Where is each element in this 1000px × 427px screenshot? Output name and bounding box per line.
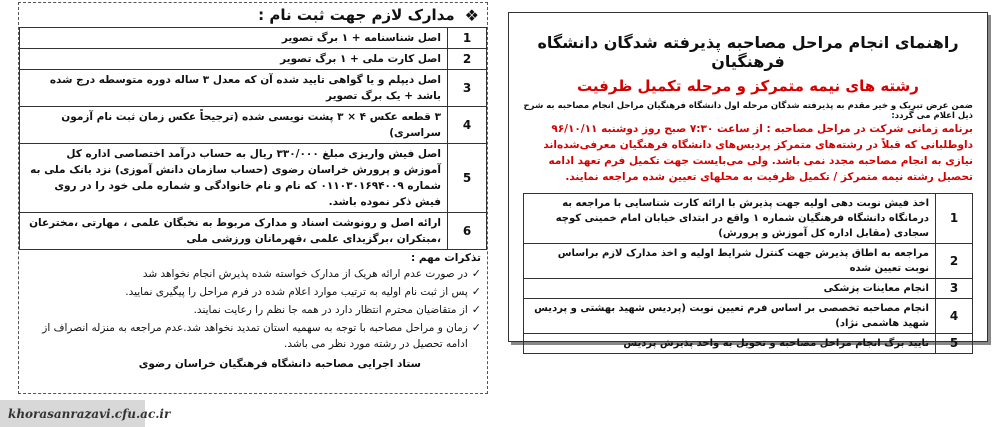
table-row [20,107,487,144]
row-number: 4 [448,107,487,144]
checkmark-icon: ✓ [471,285,481,298]
note-text: در صورت عدم ارائه هریک از مدارک خواسته شده پذیرش انجام نخواهد شد [142,268,468,280]
row-number: 2 [448,49,487,70]
row-number: 6 [448,213,487,250]
interview-guide-panel [508,12,988,350]
guide-intro: ضمن عرض تبریک و خیر مقدم به پذیرفته شدگان مرحله اول دانشگاه فرهنگیان مراحل انجام مصاحبه به شرح ذیل اعلام می گردد: [523,101,973,121]
row-number: 3 [448,70,487,107]
row-text: اصل شناسنامه + ۱ برگ تصویر [20,28,448,49]
guide-subtitle: رشته های نیمه متمرکز و مرحله تکمیل ظرفیت [577,77,919,95]
step-text: انجام معاینات پزشکی [524,279,936,299]
step-text: انجام مصاحبه تخصصی بر اساس فرم تعیین نوبت (پردیس شهید بهشتی و پردیس شهید هاشمی نژاد) [524,299,936,334]
row-number: 5 [448,144,487,213]
row-text: اصل کارت ملی + ۱ برگ تصویر [20,49,448,70]
table-row [524,194,973,244]
table-row [524,334,973,354]
guide-note: داوطلبانی که قبلاً در رشته‌های متمرکز پردیس‌های دانشگاه فرهنگیان معرفی‌شده‌اند نیازی به انجام مصاحبه مجدد نمی باشد. ولی می‌بایست جهت تکمیل فرم تعهد ادامه تحصیل رشته نیمه متمرکز / تکمیل ظرفیت به محلهای تعیین شده مراجعه نمایند. [543,139,973,183]
watermark-text: khorasanrazavi.cfu.ac.ir [8,406,171,421]
checkmark-icon: ✓ [471,321,481,334]
step-number: 1 [936,194,973,244]
step-text: اخذ فیش نوبت دهی اولیه جهت پذیرش با ارائه کارت شناسایی با مراجعه به درمانگاه دانشگاه فرهنگیان شماره ۱ واقع در ابتدای خیابان امام خمینی کوچه سجادی (مقابل اداره کل آموزش و پرورش) [524,194,936,244]
diamond-icon: ❖ [464,5,479,25]
row-text: ارائه اصل و رونوشت اسناد و مدارک مربوط به نخبگان علمی ، مهارتی ،مخترعان ،مبتکران ،برگزیدای علمی ،قهرمانان ورزشی ملی [20,213,448,250]
guide-title: راهنمای انجام مراحل مصاحبه پذیرفته شدگان دانشگاه فرهنگیان [537,33,959,71]
checkmark-icon: ✓ [471,303,481,316]
step-number: 2 [936,244,973,279]
schedule-text: برنامه زمانی شرکت در مراحل مصاحبه : از ساعت ۷:۳۰ صبح روز دوشنبه ۹۶/۱۰/۱۱ [551,123,973,135]
list-item [25,266,481,282]
notes-list [25,266,481,352]
row-number: 1 [448,28,487,49]
important-notes [19,250,487,372]
row-text: اصل دیپلم و یا گواهی تایید شده آن که معدل ۳ ساله دوره متوسطه درج شده باشد + یک برگ تصویر [20,70,448,107]
table-row [20,28,487,49]
step-number: 3 [936,279,973,299]
list-item [25,284,481,300]
step-text: تایید برگ انجام مراحل مصاحبه و تحویل به واحد پذیرش پردیس [524,334,936,354]
documents-title-row [19,3,487,27]
step-text: مراجعه به اطاق پذیرش جهت کنترل شرایط اولیه و اخذ مدارک لازم براساس نوبت تعیین شده [524,244,936,279]
table-row [20,70,487,107]
table-row [20,49,487,70]
steps-table [523,193,973,354]
list-item [25,320,481,352]
table-row [524,244,973,279]
notes-title: تذکرات مهم : [411,252,481,264]
documents-title: مدارک لازم جهت ثبت نام : [258,6,455,24]
table-row [524,279,973,299]
signature: ستاد اجرایی مصاحبه دانشگاه فرهنگیان خراسان رضوی [138,358,421,370]
table-row [20,213,487,250]
website-watermark [0,400,171,427]
registration-documents-panel [18,2,488,394]
note-text: پس از ثبت نام اولیه به ترتیب موارد اعلام شده در فرم مراحل را پیگیری نمایید. [125,286,468,298]
table-row [20,144,487,213]
step-number: 5 [936,334,973,354]
note-text: از متقاضیان محترم انتظار دارد در همه جا نظم را رعایت نمایند. [193,304,468,316]
note-text: زمان و مراحل مصاحبه با توجه به سهمیه استان تمدید نخواهد شد.عدم مراجعه به منزله انصراف از ادامه تحصیل در رشته مورد نظر می باشد. [42,322,468,350]
documents-table [19,27,487,250]
row-text: اصل فیش واریزی مبلغ ۳۳۰/۰۰۰ ریال به حساب درآمد اختصاصی اداره کل آموزش و پرورش خراسان رضوی (حساب سازمان دانش آموزی) نزد بانک ملی به شماره ۰۱۱۰۳۰۱۶۹۴۰۰۹ که نام و نام خانوادگی و شماره ملی خود را در روی فیش ذکر نموده باشد. [20,144,448,213]
table-row [524,299,973,334]
checkmark-icon: ✓ [471,267,481,280]
list-item [25,302,481,318]
step-number: 4 [936,299,973,334]
row-text: ۳ قطعه عکس ۴ × ۳ پشت نویسی شده (ترجیحاً عکس زمان ثبت نام آزمون سراسری) [20,107,448,144]
